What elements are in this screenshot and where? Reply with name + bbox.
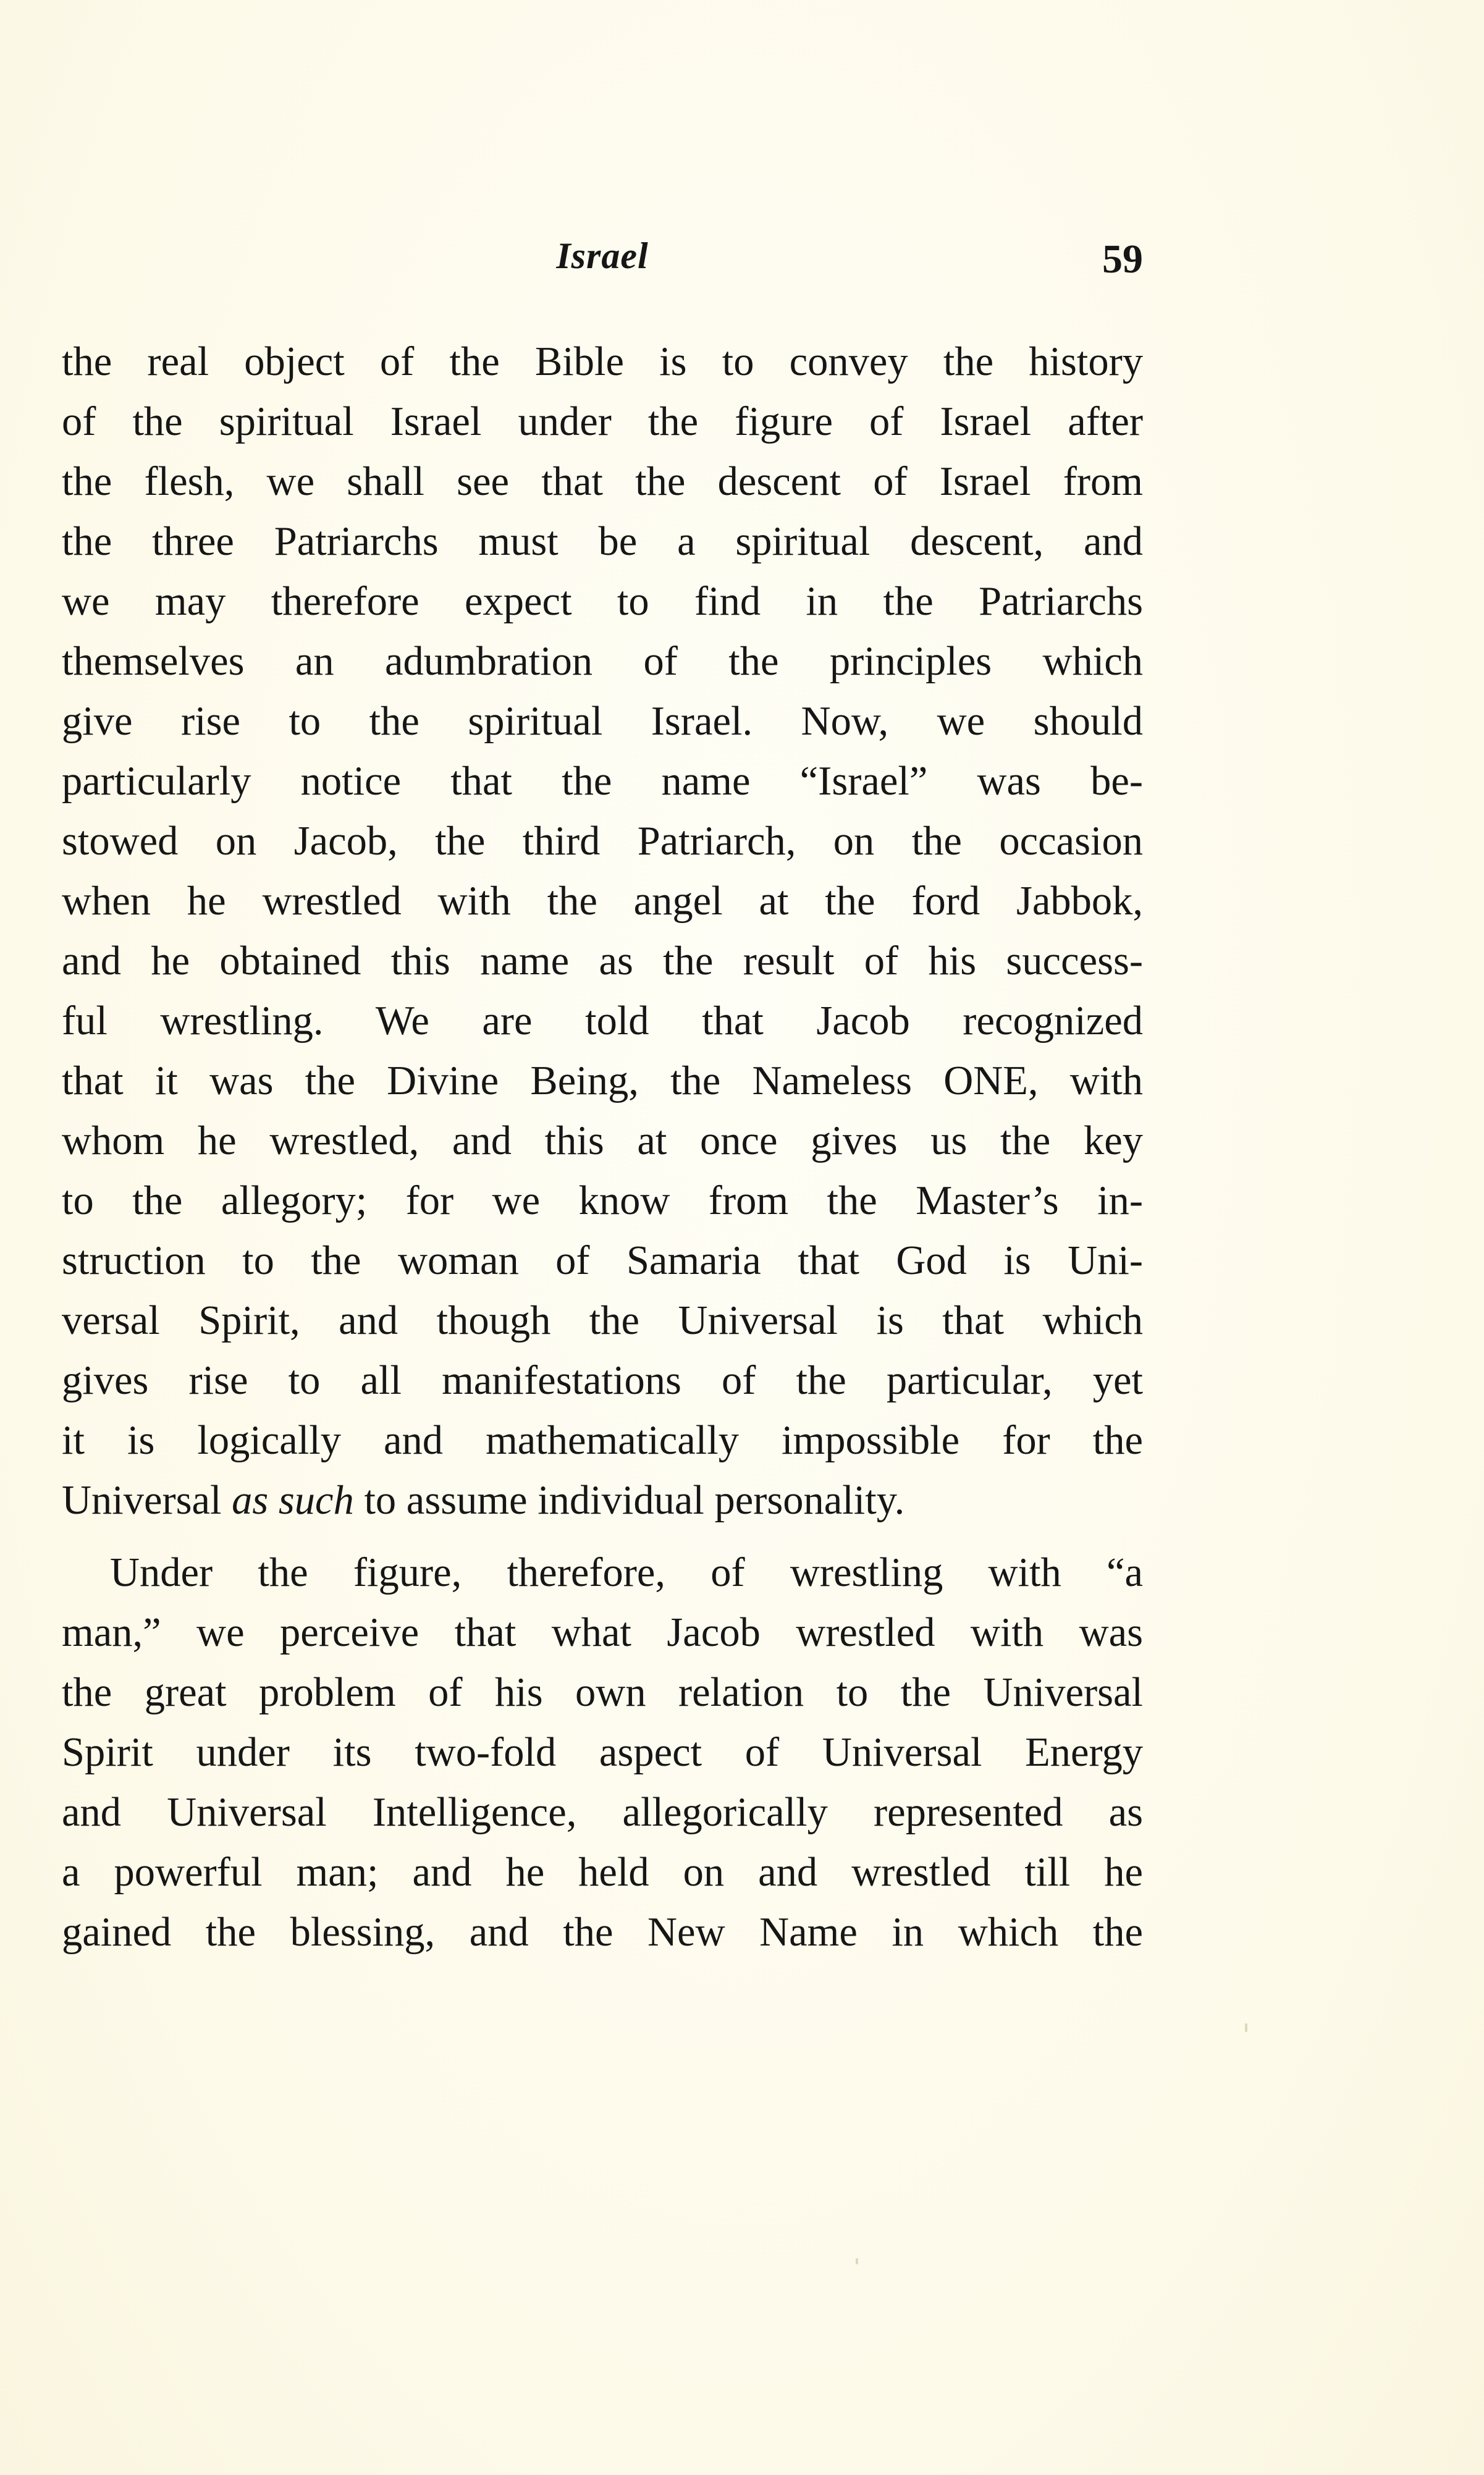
running-title: Israel xyxy=(556,235,649,276)
text-line: stowed on Jacob, the third Patriarch, on the occasion xyxy=(62,819,1143,864)
text-line: a powerful man; and he held on and wrestled till he xyxy=(62,1850,1143,1895)
text-line: give rise to the spiritual Israel. Now, we should xyxy=(62,699,1143,744)
text-line: we may therefore expect to find in the Patriarchs xyxy=(62,579,1143,624)
text-line: it is logically and mathematically impossible for the xyxy=(62,1418,1143,1463)
text-line: to the allegory; for we know from the Master’s in- xyxy=(62,1178,1143,1223)
text-line: man,” we perceive that what Jacob wrestled with was xyxy=(62,1610,1143,1655)
paper-speck xyxy=(856,2258,858,2264)
text-line: and Universal Intelligence, allegorically represented as xyxy=(62,1790,1143,1835)
text-line-final xyxy=(62,1470,1143,1530)
text-line: ful wrestling. We are told that Jacob recognized xyxy=(62,998,1143,1044)
text-line: of the spiritual Israel under the figure of Israel after xyxy=(62,399,1143,444)
text-line: Spirit under its two-fold aspect of Universal Energy xyxy=(62,1730,1143,1775)
text-line: themselves an adumbration of the principles which xyxy=(62,639,1143,684)
text-line: that it was the Divine Being, the Nameless ONE, with xyxy=(62,1058,1143,1103)
italic-phrase: as such xyxy=(232,1478,354,1523)
text-run: Universal xyxy=(62,1478,232,1523)
text-line: particularly notice that the name “Israel” was be- xyxy=(62,759,1143,804)
text-line: the three Patriarchs must be a spiritual descent, and xyxy=(62,519,1143,564)
text-line: when he wrestled with the angel at the ford Jabbok, xyxy=(62,879,1143,924)
text-line: gives rise to all manifestations of the particular, yet xyxy=(62,1358,1143,1403)
paragraph-gap xyxy=(62,1530,1143,1543)
page-number: 59 xyxy=(1102,237,1143,282)
text-line: Under the figure, therefore, of wrestling with “a xyxy=(110,1550,1143,1595)
text-line: struction to the woman of Samaria that God is Uni- xyxy=(62,1238,1143,1283)
text-line: the great problem of his own relation to the Universal xyxy=(62,1670,1143,1715)
text-line: the flesh, we shall see that the descent of Israel from xyxy=(62,459,1143,504)
text-run: to assume individual personality. xyxy=(353,1478,905,1523)
text-line: versal Spirit, and though the Universal is that which xyxy=(62,1298,1143,1343)
text-line: gained the blessing, and the New Name in which the xyxy=(62,1910,1143,1955)
text-line: whom he wrestled, and this at once gives us the key xyxy=(62,1118,1143,1163)
text-line: the real object of the Bible is to convey the history xyxy=(62,339,1143,384)
running-head xyxy=(62,235,1143,290)
paper-speck xyxy=(1245,2023,1247,2032)
body-text xyxy=(62,332,1143,1962)
text-line: and he obtained this name as the result of his success- xyxy=(62,938,1143,984)
